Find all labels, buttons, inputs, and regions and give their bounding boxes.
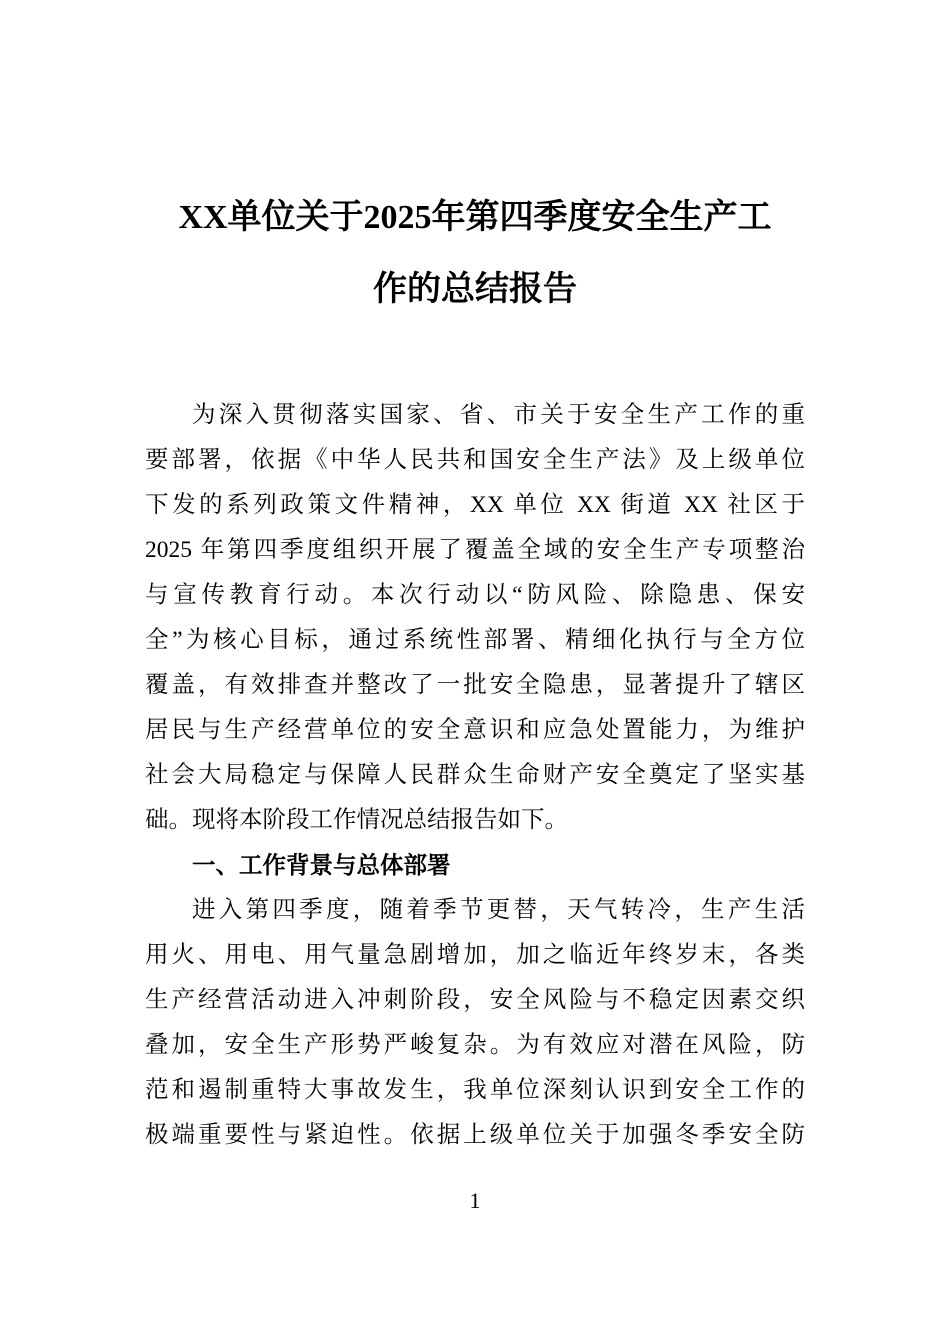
page-number: 1 [469,1188,481,1213]
paragraph-line: 极端重要性与紧迫性。依据上级单位关于加强冬季安全防 [145,1122,805,1148]
document-title [100,182,850,326]
paragraph-line: 要部署，依据《中华人民共和国安全生产法》及上级单位 [145,447,805,473]
paragraph-line: 居民与生产经营单位的安全意识和应急处置能力，为维护 [145,717,805,743]
paragraph-line: 叠加，安全生产形势严峻复杂。为有效应对潜在风险，防 [145,1032,805,1058]
paragraph-line: 覆盖，有效排查并整改了一批安全隐患，显著提升了辖区 [145,672,805,698]
paragraph-line: 范和遏制重特大事故发生，我单位深刻认识到安全工作的 [145,1077,805,1103]
paragraph-line: 生产经营活动进入冲刺阶段，安全风险与不稳定因素交织 [145,987,805,1013]
paragraph-line: 用火、用电、用气量急剧增加，加之临近年终岁末，各类 [145,942,805,968]
paragraph-line: 础。现将本阶段工作情况总结报告如下。 [145,807,568,833]
document-body [145,393,805,1158]
paragraph-line: 与宣传教育行动。本次行动以“防风险、除隐患、保安 [145,582,805,608]
paragraph-line: 下发的系列政策文件精神，XX 单位 XX 街道 XX 社区于 [145,492,805,518]
paragraph-line: 全”为核心目标，通过系统性部署、精细化执行与全方位 [145,627,805,653]
paragraph-line: 社会大局稳定与保障人民群众生命财产安全奠定了坚实基 [145,762,805,788]
paragraph-line: 为深入贯彻落实国家、省、市关于安全生产工作的重 [192,402,805,428]
section-heading: 一、工作背景与总体部署 [192,852,451,878]
title-line: 作的总结报告 [373,271,577,308]
paragraph-line: 2025 年第四季度组织开展了覆盖全域的安全生产专项整治 [145,537,805,563]
paragraph-line: 进入第四季度，随着季节更替，天气转冷，生产生活 [192,897,805,923]
title-line: XX单位关于2025年第四季度安全生产工 [178,199,772,236]
